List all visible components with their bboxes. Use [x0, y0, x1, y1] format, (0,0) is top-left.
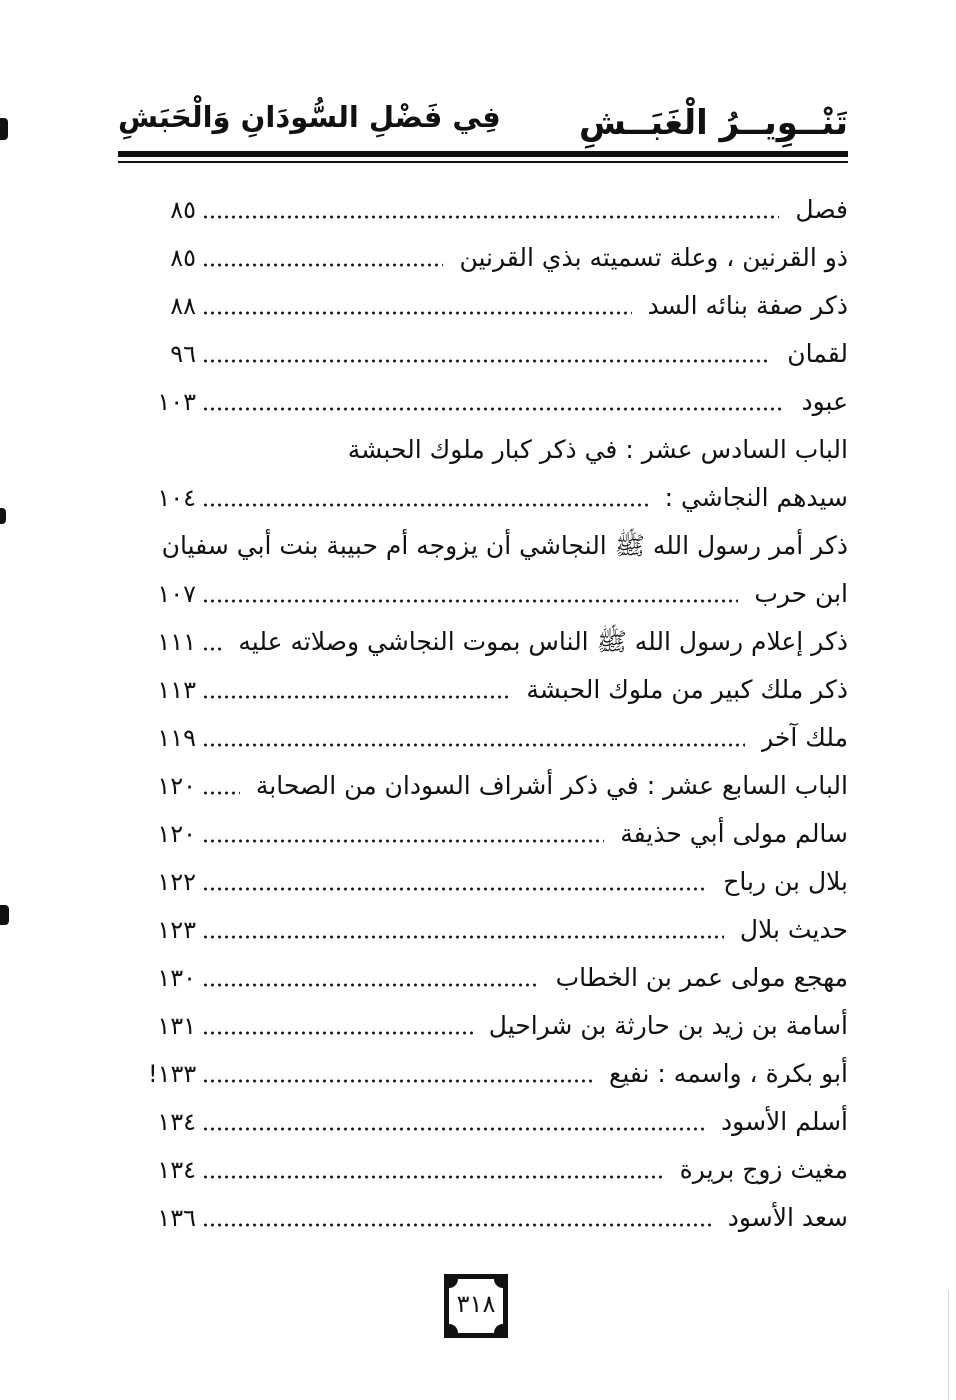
toc-entry — [148, 282, 848, 330]
dot-leader — [202, 666, 510, 714]
toc-entry-page: ١٢٠ — [157, 820, 196, 848]
toc-entry — [148, 1050, 848, 1098]
toc-entry-page: ٨٥ — [170, 244, 196, 272]
table-of-contents — [148, 186, 848, 1242]
toc-chapter-heading — [148, 762, 848, 810]
toc-entry — [148, 378, 848, 426]
toc-entry — [148, 330, 848, 378]
toc-entry-page: ١٠٤ — [157, 484, 196, 512]
dot-leader — [202, 1098, 705, 1146]
dot-leader — [202, 810, 604, 858]
header-rule-thin — [118, 161, 848, 163]
toc-chapter-title: الباب السادس عشر : في ذكر كبار ملوك الحبشة — [347, 435, 848, 464]
toc-entry-page: ١٢٠ — [157, 772, 196, 800]
scan-artifact — [0, 118, 8, 140]
book-subtitle: فِي فَضْلِ السُّودَانِ وَالْحَبَشِ — [118, 100, 501, 134]
toc-entry-title: سيدهم النجاشي : — [664, 483, 848, 512]
toc-entry — [148, 858, 848, 906]
toc-entry — [148, 666, 848, 714]
dot-leader — [202, 474, 649, 522]
dot-leader — [202, 1050, 593, 1098]
toc-entry-title: سعد الأسود — [727, 1203, 848, 1232]
toc-entry-title: لقمان — [787, 339, 848, 368]
dot-leader — [202, 282, 632, 330]
toc-entry — [148, 234, 848, 282]
toc-entry-page: ١٣١ — [157, 1012, 196, 1040]
toc-entry-page: ٩٦ — [170, 340, 196, 368]
toc-entry — [148, 714, 848, 762]
dot-leader — [202, 1146, 664, 1194]
toc-entry — [148, 954, 848, 1002]
scan-edge-line — [948, 1290, 949, 1400]
toc-entry-title: ذكر أمر رسول الله ﷺ النجاشي أن يزوجه أم حبيبة بنت أبي سفيان — [161, 531, 848, 560]
toc-entry-title: حديث بلال — [739, 915, 848, 944]
toc-entry-page: ١١٣ — [157, 676, 196, 704]
toc-entry-title: أبو بكرة ، واسمه : نفيع — [609, 1059, 848, 1088]
dot-leader — [202, 714, 745, 762]
toc-entry-title: بلال بن رباح — [723, 867, 848, 896]
toc-entry-title: أسلم الأسود — [721, 1107, 848, 1136]
toc-entry — [148, 186, 848, 234]
toc-entry-page: ١١١ — [157, 628, 196, 656]
toc-entry-title: مغيث زوج بريرة — [679, 1155, 848, 1184]
page-number: ٣١٨ — [456, 1290, 496, 1318]
toc-entry — [148, 1146, 848, 1194]
dot-leader — [202, 234, 443, 282]
toc-entry-page: ١٠٧ — [157, 580, 196, 608]
toc-entry — [148, 1194, 848, 1242]
toc-entry — [148, 1002, 848, 1050]
scan-artifact — [0, 905, 9, 925]
toc-entry-title: سالم مولى أبي حذيفة — [620, 819, 848, 848]
toc-entry-title: ذكر إعلام رسول الله ﷺ الناس بموت النجاشي وصلاته عليه — [238, 627, 848, 656]
toc-entry — [148, 618, 848, 666]
toc-entry-title: ذو القرنين ، وعلة تسميته بذي القرنين — [459, 243, 848, 272]
toc-entry-title: ذكر ملك كبير من ملوك الحبشة — [526, 675, 848, 704]
toc-entry — [148, 1098, 848, 1146]
toc-entry-page: ٨٨ — [170, 292, 196, 320]
scan-artifact — [0, 508, 6, 524]
toc-entry-page: ١٠٣ — [157, 388, 196, 416]
toc-chapter-title: الباب السابع عشر : في ذكر أشراف السودان من الصحابة — [255, 771, 848, 800]
toc-entry-page: ١١٩ — [157, 724, 196, 752]
toc-entry-page: ١٢٣ — [157, 916, 196, 944]
toc-entry-page: ١٣٤ — [157, 1108, 196, 1136]
dot-leader — [202, 858, 707, 906]
toc-entry-title: ابن حرب — [754, 579, 848, 608]
toc-entry-title: ملك آخر — [761, 723, 848, 752]
toc-entry-title: فصل — [795, 195, 848, 224]
dot-leader — [202, 618, 222, 666]
toc-entry — [148, 474, 848, 522]
dot-leader — [202, 1002, 473, 1050]
toc-entry-page: ٨٥ — [170, 196, 196, 224]
dot-leader — [202, 954, 540, 1002]
page-number-frame — [444, 1274, 508, 1338]
dot-leader — [202, 1194, 712, 1242]
toc-entry-page: ١٣٤ — [157, 1156, 196, 1184]
toc-entry-page: ١٢٢ — [157, 868, 196, 896]
toc-entry-title: ذكر صفة بنائه السد — [647, 291, 848, 320]
dot-leader — [202, 330, 771, 378]
book-title: تَنْــوِيــرُ الْغَبَــشِ — [579, 103, 848, 143]
header-rule-thick — [118, 151, 848, 157]
toc-entry-page: ١٣٣! — [148, 1060, 197, 1088]
toc-entry-page: ١٣٠ — [157, 964, 196, 992]
toc-entry-page: ١٣٦ — [157, 1204, 196, 1232]
dot-leader — [202, 378, 785, 426]
dot-leader — [202, 570, 738, 618]
toc-entry — [148, 906, 848, 954]
toc-entry — [148, 570, 848, 618]
toc-chapter-heading — [148, 426, 848, 474]
toc-entry-continued — [148, 522, 848, 570]
toc-entry-title: مهجع مولى عمر بن الخطاب — [555, 963, 848, 992]
dot-leader — [202, 762, 240, 810]
toc-entry-title: عبود — [801, 387, 848, 416]
toc-entry-title: أسامة بن زيد بن حارثة بن شراحيل — [488, 1011, 848, 1040]
toc-entry — [148, 810, 848, 858]
dot-leader — [202, 186, 779, 234]
dot-leader — [202, 906, 724, 954]
